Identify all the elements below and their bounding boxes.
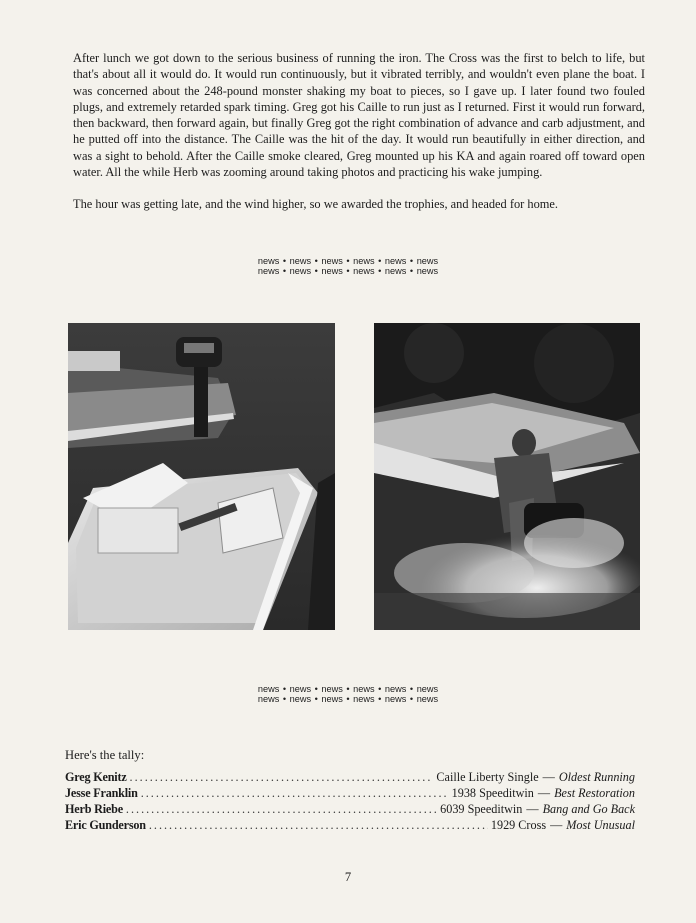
em-dash: — <box>550 818 563 832</box>
entrant-name: Herb Riebe <box>65 802 123 816</box>
entrant-boat: 1929 Cross <box>490 818 547 832</box>
tally-row <box>65 769 635 785</box>
story-paragraph-2: The hour was getting late, and the wind higher, so we awarded the trophies, and headed for home. <box>73 197 558 211</box>
entrant-award: Bang and Go Back <box>542 802 635 816</box>
news-divider-top <box>0 256 696 277</box>
em-dash: — <box>526 802 539 816</box>
story-paragraph-1: After lunch we got down to the serious business of running the iron. The Cross was the first to belch to life, but that's about all it would do. It would run continuously, but it vibrated terribly, and wouldn't even plane the boat. I was concerned about the 248-pound monster shaking my boat to pieces, so I gave up. I later found two fouled plugs, and extremely retarded spark timing. Greg got his Caille to run just as I returned. First it would run forward, then backward, then forward again, but finally Greg got the right combination of advance and carb adjustment, and he putted off into the distance. The Caille was the hit of the day. It would run beautifully in either direction, and was a sight to behold. After the Caille smoke cleared, Greg mounted up his KA and again roared off toward open water. All the while Herb was zooming around taking photos and practicing his wake jumping. <box>73 51 645 180</box>
em-dash: — <box>542 770 555 784</box>
leader-dots <box>149 817 488 833</box>
news-divider-line: news • news • news • news • news • news <box>257 256 439 266</box>
entrant-name: Greg Kenitz <box>65 770 127 784</box>
entrant-award: Best Restoration <box>554 786 635 800</box>
entrant-boat: 1938 Speeditwin <box>451 786 534 800</box>
tally-row <box>65 817 635 833</box>
entrant-award: Most Unusual <box>566 818 635 832</box>
tally-row <box>65 785 635 801</box>
news-divider-line: news • news • news • news • news • news <box>257 684 439 694</box>
news-divider-bottom <box>0 684 696 705</box>
leader-dots <box>126 801 437 817</box>
entrant-name: Eric Gunderson <box>65 818 146 832</box>
tally-row <box>65 801 635 817</box>
leader-dots <box>141 785 449 801</box>
photo-smoking-outboard <box>374 323 640 630</box>
entrant-award: Oldest Running <box>558 770 635 784</box>
entrant-boat: Caille Liberty Single <box>436 770 539 784</box>
entrant-name: Jesse Franklin <box>65 786 138 800</box>
page-number: 7 <box>344 870 352 884</box>
leader-dots <box>130 769 434 785</box>
photo-docked-boats <box>68 323 335 630</box>
em-dash: — <box>537 786 551 800</box>
news-divider-line: news • news • news • news • news • news <box>257 266 439 277</box>
news-divider-line: news • news • news • news • news • news <box>257 694 439 705</box>
entrant-boat: 6039 Speeditwin <box>440 802 523 816</box>
tally-intro: Here's the tally: <box>65 748 145 762</box>
